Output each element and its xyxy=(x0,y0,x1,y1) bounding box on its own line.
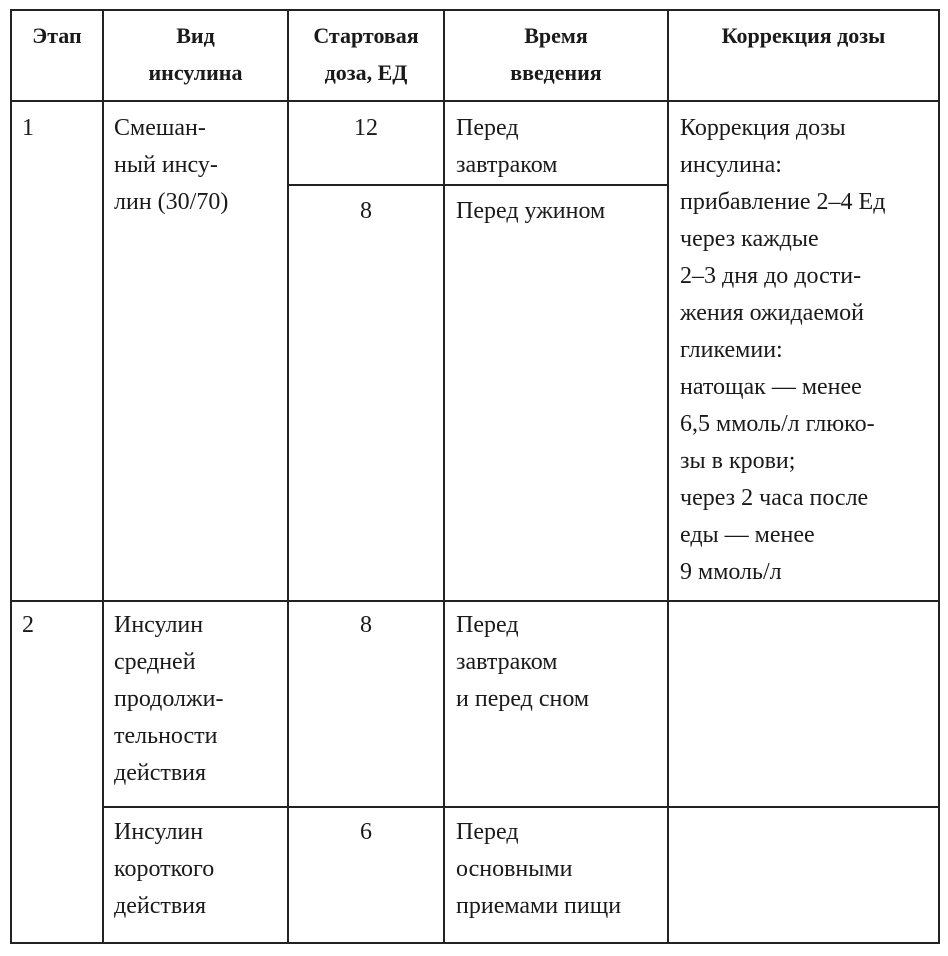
col-divider-1 xyxy=(102,9,104,944)
col-divider-2 xyxy=(287,9,289,944)
row2-split-line xyxy=(102,806,940,808)
row2-stage: 2 xyxy=(22,612,34,638)
col-divider-4 xyxy=(667,9,669,944)
row2-time-short: Перед основными приемами пищи xyxy=(456,819,622,919)
row2-dose-intermediate: 8 xyxy=(360,612,372,638)
header-stage: Этап xyxy=(32,23,82,48)
row1-correction: Коррекция дозы инсулина: прибавление 2–4 Ед через каждые 2–3 дня до дости- жения ожидаемой гликемии: натощак — менее 6,5 ммоль/л глюко- зы в крови; через 2 часа после еды — менее 9 ммоль/л xyxy=(680,115,886,585)
row2-dose-short: 6 xyxy=(360,819,372,845)
header-correction: Коррекция дозы xyxy=(721,23,886,48)
row2-insulin-type-short: Инсулин короткого действия xyxy=(114,819,215,919)
row1-stage: 1 xyxy=(22,115,34,141)
row1-dose-evening: 8 xyxy=(360,198,372,224)
row1-split-line xyxy=(287,184,669,186)
table-border-bottom xyxy=(10,942,940,944)
row1-insulin-type: Смешан- ный инсу- лин (30/70) xyxy=(114,115,229,215)
row2-time-intermediate: Перед завтраком и перед сном xyxy=(456,612,590,712)
col-divider-3 xyxy=(443,9,445,944)
table-border-right xyxy=(938,9,940,944)
table-border-left xyxy=(10,9,12,944)
header-insulin-type: Вид инсулина xyxy=(148,23,243,85)
row1-bottom-line xyxy=(10,600,940,602)
header-bottom-line xyxy=(10,100,940,102)
row1-time-evening: Перед ужином xyxy=(456,198,606,224)
row2-insulin-type-intermediate: Инсулин средней продолжи- тельности действия xyxy=(114,612,224,786)
header-time: Время введения xyxy=(510,23,602,85)
table-border-top xyxy=(10,9,940,11)
row1-dose-morning: 12 xyxy=(354,115,378,141)
header-start-dose: Стартовая доза, ЕД xyxy=(313,23,419,85)
row1-time-morning: Перед завтраком xyxy=(456,115,558,178)
